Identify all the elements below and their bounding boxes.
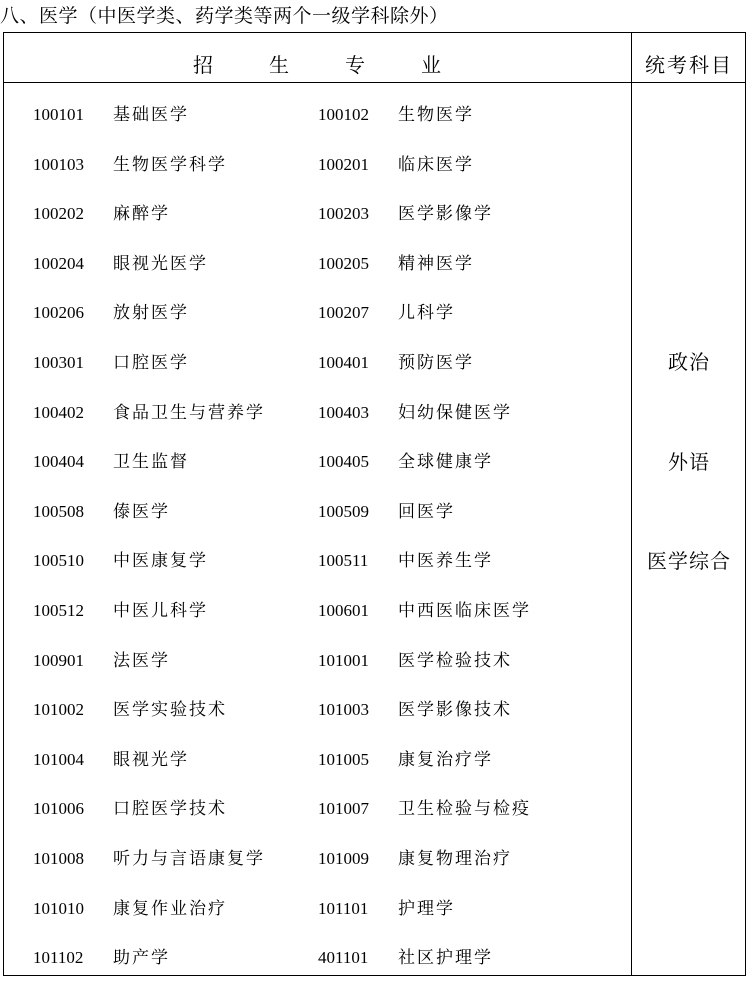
major-code: 101001 <box>318 650 369 670</box>
major-code: 101008 <box>33 848 84 868</box>
major-name: 口腔医学技术 <box>113 799 227 820</box>
major-code: 401101 <box>318 948 369 968</box>
major-name: 助产学 <box>113 948 170 969</box>
major-name: 中医儿科学 <box>113 600 208 621</box>
major-name: 眼视光学 <box>113 749 189 770</box>
major-code: 100202 <box>33 204 84 224</box>
table-row <box>0 884 631 934</box>
major-code: 100404 <box>33 452 84 472</box>
table-row <box>0 239 631 289</box>
major-code: 100102 <box>318 105 369 124</box>
major-name: 医学影像技术 <box>398 700 512 721</box>
major-code: 101009 <box>318 848 369 868</box>
table-row <box>0 933 631 983</box>
major-code: 100207 <box>318 303 369 323</box>
major-name: 卫生监督 <box>113 452 189 473</box>
major-name: 中西医临床医学 <box>398 600 531 621</box>
major-name: 康复作业治疗 <box>113 898 227 919</box>
major-code: 100508 <box>33 501 84 521</box>
table-row <box>0 784 631 834</box>
major-code: 100201 <box>318 154 369 174</box>
table-row <box>0 90 631 140</box>
major-name: 妇幼保健医学 <box>398 402 512 423</box>
exam-subjects-list <box>632 337 746 636</box>
table-row <box>0 189 631 239</box>
major-code: 100204 <box>33 253 84 273</box>
table-row <box>0 437 631 487</box>
table-row <box>0 288 631 338</box>
table-row <box>0 735 631 785</box>
major-name: 康复治疗学 <box>398 749 493 770</box>
major-code: 100301 <box>33 352 84 372</box>
major-name: 医学实验技术 <box>113 700 227 721</box>
major-name: 全球健康学 <box>398 452 493 473</box>
header-char: 业 <box>421 53 441 77</box>
major-code: 100511 <box>318 551 369 571</box>
major-code: 100206 <box>33 303 84 323</box>
major-code: 100512 <box>33 600 84 620</box>
table-row <box>0 487 631 537</box>
major-code: 101003 <box>318 700 369 720</box>
major-name: 社区护理学 <box>398 948 493 969</box>
table-row <box>0 685 631 735</box>
subject-politics: 政治 <box>668 350 710 374</box>
major-name: 听力与言语康复学 <box>113 848 265 869</box>
section-title: 八、医学（中医学类、药学类等两个一级学科除外） <box>0 5 449 27</box>
major-name: 儿科学 <box>398 303 455 324</box>
major-code: 100601 <box>318 600 369 620</box>
major-name: 食品卫生与营养学 <box>113 402 265 423</box>
major-name: 康复物理治疗 <box>398 848 512 869</box>
table-row <box>0 536 631 586</box>
table-row <box>0 834 631 884</box>
major-name: 放射医学 <box>113 303 189 324</box>
major-code: 100402 <box>33 402 84 422</box>
major-code: 100203 <box>318 204 369 224</box>
major-code: 100901 <box>33 650 84 670</box>
major-name: 基础医学 <box>113 105 189 125</box>
major-code: 101101 <box>318 898 369 918</box>
major-code: 100401 <box>318 352 369 372</box>
major-name: 卫生检验与检疫 <box>398 799 531 820</box>
majors-list <box>0 90 631 983</box>
table-row <box>0 636 631 686</box>
major-name: 法医学 <box>113 650 170 671</box>
major-name: 回医学 <box>398 501 455 522</box>
major-name: 傣医学 <box>113 501 170 522</box>
major-name: 眼视光医学 <box>113 253 208 274</box>
table-row <box>0 586 631 636</box>
major-code: 100205 <box>318 253 369 273</box>
major-name: 临床医学 <box>398 154 474 175</box>
subject-foreign-language: 外语 <box>668 449 710 474</box>
major-code: 101102 <box>33 948 84 968</box>
major-name: 生物医学科学 <box>113 154 227 175</box>
major-code: 100510 <box>33 551 84 571</box>
major-code: 101002 <box>33 700 84 720</box>
subject-medical-comprehensive: 医学综合 <box>647 549 731 573</box>
major-name: 医学影像学 <box>398 204 493 225</box>
major-name: 中医养生学 <box>398 551 493 572</box>
table-row <box>0 388 631 438</box>
major-code: 100405 <box>318 452 369 472</box>
major-code: 101005 <box>318 749 369 769</box>
header-divider <box>3 82 746 83</box>
major-name: 精神医学 <box>398 253 474 274</box>
major-name: 口腔医学 <box>113 352 189 373</box>
table-row <box>0 338 631 388</box>
major-code: 100403 <box>318 402 369 422</box>
major-code: 101007 <box>318 799 369 819</box>
major-name: 护理学 <box>398 898 455 919</box>
major-name: 生物医学 <box>398 105 474 125</box>
header-char: 专 <box>345 53 365 77</box>
table-row <box>0 140 631 190</box>
major-name: 麻醉学 <box>113 204 170 225</box>
major-code: 100103 <box>33 154 84 174</box>
major-code: 101004 <box>33 749 84 769</box>
major-code: 101006 <box>33 799 84 819</box>
major-name: 医学检验技术 <box>398 650 512 671</box>
major-name: 预防医学 <box>398 352 474 373</box>
header-enrollment-major <box>3 32 631 82</box>
header-char: 生 <box>269 53 289 77</box>
major-code: 101010 <box>33 898 84 918</box>
header-char: 招 <box>193 53 213 77</box>
major-name: 中医康复学 <box>113 551 208 572</box>
major-code: 100509 <box>318 501 369 521</box>
header-exam-subjects: 统考科目 <box>645 53 733 77</box>
major-code: 100101 <box>33 105 84 124</box>
